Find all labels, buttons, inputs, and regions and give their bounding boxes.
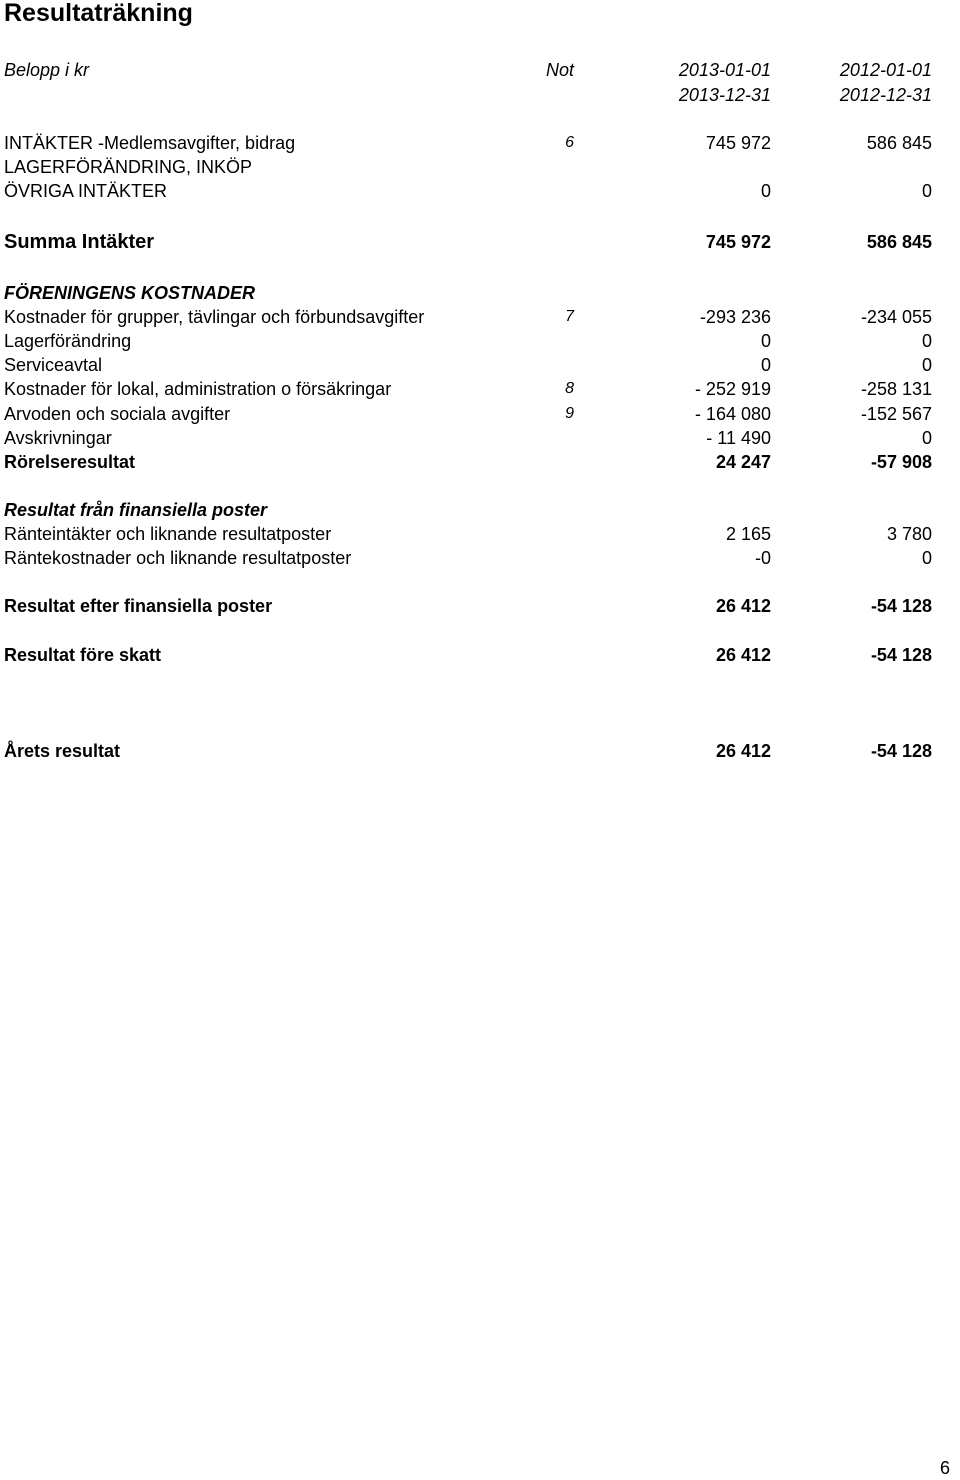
amount-unit-label: Belopp i kr xyxy=(4,60,90,80)
row-value-2012: 0 xyxy=(921,548,932,568)
row-value-2013: -0 xyxy=(754,548,771,568)
row-value-2013: - 164 080 xyxy=(694,404,771,424)
row-value-2013: -293 236 xyxy=(699,307,771,327)
section-heading: Resultat från finansiella poster xyxy=(4,500,268,520)
row-value-2013: 24 247 xyxy=(715,452,771,472)
row-kostnader-lokal xyxy=(0,377,960,401)
row-value-2012: 0 xyxy=(921,355,932,375)
row-value-2013: 0 xyxy=(760,355,771,375)
row-lagerforandring xyxy=(0,329,960,353)
row-value-2012: -57 908 xyxy=(870,452,932,472)
section-resultat-finansiella xyxy=(0,498,960,522)
row-serviceavtal xyxy=(0,353,960,377)
row-label: Serviceavtal xyxy=(4,355,103,375)
row-label: Summa Intäkter xyxy=(4,231,155,253)
row-value-2013: - 252 919 xyxy=(694,379,771,399)
row-label: INTÄKTER -Medlemsavgifter, bidrag xyxy=(4,133,296,153)
row-label: Resultat före skatt xyxy=(4,645,162,665)
row-value-2012: -54 128 xyxy=(870,645,932,665)
row-summa-intakter xyxy=(0,230,960,254)
row-avskrivningar xyxy=(0,426,960,450)
row-label: Ränteintäkter och liknande resultatposter xyxy=(4,524,332,544)
page-number: 6 xyxy=(939,1458,950,1478)
row-value-2013: 26 412 xyxy=(715,645,771,665)
row-value-2012: -152 567 xyxy=(860,404,932,424)
row-value-2012: -54 128 xyxy=(870,741,932,761)
row-note: 9 xyxy=(565,405,574,422)
section-heading: FÖRENINGENS KOSTNADER xyxy=(4,283,256,303)
row-value-2012: -234 055 xyxy=(860,307,932,327)
row-value-2013: 0 xyxy=(760,181,771,201)
row-ranteintakter xyxy=(0,522,960,546)
row-value-2013: 2 165 xyxy=(725,524,771,544)
row-label: Arvoden och sociala avgifter xyxy=(4,404,231,424)
row-lagerforandring-inkop xyxy=(0,155,960,179)
row-intakter-medlemsavgifter xyxy=(0,131,960,155)
row-resultat-efter-finansiella xyxy=(0,594,960,618)
row-value-2012: 0 xyxy=(921,181,932,201)
period1-to: 2013-12-31 xyxy=(678,85,771,105)
row-value-2013: - 11 490 xyxy=(706,428,771,448)
row-label: ÖVRIGA INTÄKTER xyxy=(4,181,168,201)
row-label: Lagerförändring xyxy=(4,331,132,351)
row-note: 8 xyxy=(565,380,574,397)
row-value-2013: 745 972 xyxy=(705,133,771,153)
row-rorelseresultat xyxy=(0,450,960,474)
row-value-2012: -54 128 xyxy=(870,596,932,616)
row-value-2012: -258 131 xyxy=(860,379,932,399)
row-value-2013: 26 412 xyxy=(715,741,771,761)
row-value-2012: 0 xyxy=(921,428,932,448)
row-label: Resultat efter finansiella poster xyxy=(4,596,273,616)
period2-from: 2012-01-01 xyxy=(839,60,932,80)
row-label: LAGERFÖRÄNDRING, INKÖP xyxy=(4,157,253,177)
row-value-2012: 586 845 xyxy=(866,133,932,153)
row-rantekostnader xyxy=(0,546,960,570)
page-title: Resultaträkning xyxy=(4,0,193,27)
row-label: Kostnader för lokal, administration o försäkringar xyxy=(4,379,392,399)
row-value-2012: 3 780 xyxy=(886,524,932,544)
note-column-header: Not xyxy=(545,60,574,80)
row-arets-resultat xyxy=(0,739,960,763)
row-value-2013: 745 972 xyxy=(705,232,771,252)
row-label: Räntekostnader och liknande resultatposter xyxy=(4,548,352,568)
row-arvoden xyxy=(0,402,960,426)
row-ovriga-intakter xyxy=(0,179,960,203)
section-foreningens-kostnader xyxy=(0,281,960,305)
row-resultat-fore-skatt xyxy=(0,643,960,667)
row-label: Avskrivningar xyxy=(4,428,112,448)
row-value-2013: 0 xyxy=(760,331,771,351)
row-label: Kostnader för grupper, tävlingar och förbundsavgifter xyxy=(4,307,425,327)
period1-from: 2013-01-01 xyxy=(678,60,771,80)
row-note: 6 xyxy=(565,134,574,151)
period2-to: 2012-12-31 xyxy=(839,85,932,105)
column-header-row xyxy=(0,58,960,82)
row-kostnader-grupper xyxy=(0,305,960,329)
row-note: 7 xyxy=(565,308,574,325)
row-label: Rörelseresultat xyxy=(4,452,136,472)
column-header-row-2 xyxy=(0,83,960,107)
row-value-2012: 586 845 xyxy=(866,232,932,252)
row-label: Årets resultat xyxy=(4,741,121,761)
row-value-2012: 0 xyxy=(921,331,932,351)
row-value-2013: 26 412 xyxy=(715,596,771,616)
